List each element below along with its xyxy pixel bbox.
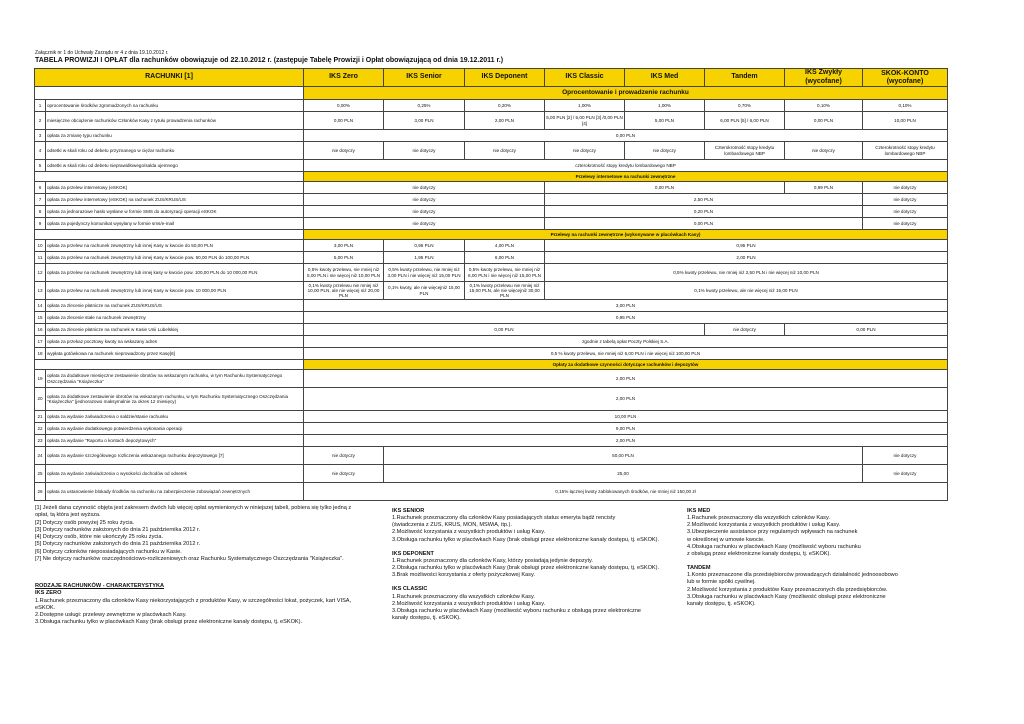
cell-value: 0,99 PLN [785,182,863,194]
cell-value: nie dotyczy [304,142,384,160]
row-number: 12 [35,264,46,282]
table-row [35,100,948,112]
cell-value: 10,00 PLN [304,411,948,423]
account-type-line: 2.Możliwość korzystania z wszystkich produktów i usług Kasy. [392,529,546,536]
cell-value: 6,00 PLN [465,252,545,264]
cell-value: 5,00 PLN [304,252,384,264]
column-header: IKS Classic [545,69,625,87]
cell-value: 4,00 PLN [465,240,545,252]
row-description: opłata za zlecenie płatnicze na rachunek ZUS/KRUS/US [46,300,304,312]
footnote: [3] Dotyczy rachunków założonych do dnia 21 października 2012 r. [35,526,201,533]
account-type-line: 3.Ubezpieczenie assistance przy regularnych wpływach na rachunek [687,529,858,536]
table-row [35,312,948,324]
cell-value: 0,00 PLN [545,218,863,230]
row-number: 4 [35,142,46,160]
account-type-line: 1.Rachunek przeznaczony dla członków Kasy niekorzystających z produktów Kasy, w szczególności lokat, pożyczek, kart VISA, eSKOK. [35,597,352,611]
account-type-line: 1.Rachunek przeznaczony dla wszystkich członków Kasy. [687,515,830,522]
cell-value: nie dotyczy [384,142,465,160]
row-number: 22 [35,423,46,435]
row-number: 5 [35,160,46,172]
row-number: 2 [35,112,46,130]
cell-value: 0,00 PLN [304,112,384,130]
row-number: 16 [35,324,46,336]
row-number: 14 [35,300,46,312]
table-row [35,182,948,194]
cell-value: 0,1% kwoty przelewu, ale nie więcej niż 15,00 PLN [545,282,948,300]
cell-value: 0,20 PLN [545,206,863,218]
row-description: odsetki w skali roku od debetu nieprawidłowego/salda ujemnego [46,160,304,172]
cell-value: 0,5% kwoty przelewu, nie mniej niż 5,00 PLN i nie więcej niż 10,00 PLN [304,264,384,282]
cell-value: 1,00% [545,100,625,112]
row-description: opłata za wydanie szczegółowego rozliczenia wskazanego rachunku depozytowego [7] [46,447,304,465]
cell-value: 0,25% [384,100,465,112]
cell-value: 2,50 PLN [545,194,863,206]
row-number: 6 [35,182,46,194]
cell-value: 0,00 PLN [545,182,785,194]
table-row [35,142,948,160]
column-header: SKOK-KONTO (wycofane) [863,69,948,87]
row-description: opłata za przelew na rachunek zewnętrzny lub innej Kasy w kwocie pow. 10 000,00 PLN [46,282,304,300]
account-type-title: IKS ZERO [35,590,62,597]
cell-value: 3,00 PLN [304,240,384,252]
account-type-line: 3.Obsługa rachunku w placówkach Kasy (możliwość obsługi przez elektroniczne [687,593,886,600]
account-type-title: TANDEM [687,565,711,572]
row-number: 25 [35,465,46,483]
cell-value: 0,5% kwoty przelewu, nie mniej niż 2,50 PLN i nie więcej niż 10,00 PLN [545,264,948,282]
row-number: 26 [35,483,46,501]
footnote: [2] Dotyczy osób powyżej 25 roku życia. [35,519,135,526]
cell-value: czterokrotność stopy kredytu lombardowego NBP [304,160,948,172]
footnote: [4] Dotyczy osób, które nie ukończyły 25 roku życia. [35,534,164,541]
section-row [35,172,948,182]
table-row [35,423,948,435]
row-number: 1 [35,100,46,112]
table-row [35,411,948,423]
table-row [35,282,948,300]
cell-value: 0,00% [304,100,384,112]
column-header: IKS Deponent [465,69,545,87]
footnote: [5] Dotyczy rachunków założonych do dnia 21 października 2012 r. [35,541,201,548]
cell-value: Czterokrotność stopy kredytu lombardowego NBP [863,142,948,160]
table-row [35,483,948,501]
table-row [35,348,948,360]
section-row [35,87,948,100]
row-description: opłata za jednorazowe hasło wysłane w formie SMS do autoryzacji operacji eSKOK [46,206,304,218]
cell-value: nie dotyczy [304,182,545,194]
cell-value: nie dotyczy [785,142,863,160]
row-description: miesięczne obciążenie rachunków Członków Kasy z tytułu prowadzenia rachunków [46,112,304,130]
cell-value: 5,00 PLN [625,112,705,130]
account-type-title: IKS MED [687,508,711,514]
cell-value: 2,00 PLN [465,112,545,130]
cell-value: 0,00 PLN [785,112,863,130]
cell-value: 0,10% [785,100,863,112]
cell-value: 1,00% [625,100,705,112]
row-description: wypłata gotówkowa na rachunek nieprowadzony przez Kasę[6] [46,348,304,360]
row-number: 8 [35,206,46,218]
table-row [35,300,948,312]
cell-value: 0,00 PLN [304,324,705,336]
cell-value: 0,1% kwoty przelewu nie mniej niż 10,00 PLN, ale nie więcej niż 20,00 PLN [304,282,384,300]
row-description: oprocentowanie środków zgromadzonych na rachunku [46,100,304,112]
row-description: opłata za przelew internetowy (eSKOK) na rachunek ZUS/KRUS/US [46,194,304,206]
account-type-line: 3.Brak możliwości korzystania z oferty pożyczkowej Kasy. [392,572,535,579]
footnote: [6] Dotyczy członków niepossiadających rachunku w Kasie. [35,548,182,555]
cell-value: 9,00 PLN [304,423,948,435]
section-row [35,230,948,240]
cell-value: 0,5% kwoty przelewu, nie mniej niż 6,00 PLN i nie więcej niż 15,00 PLN [465,264,545,282]
row-description: opłata za zmianę typu rachunku [46,130,304,142]
row-description: opłata za wydanie zaświadczenia o wysokości dochodów od odsetek [46,465,304,483]
row-number: 18 [35,348,46,360]
account-type-line: 1.Konto przeznaczone dla przedsiębiorców prowadzących działalność jednoosobowo [687,572,898,579]
footnotes [35,505,355,627]
column-header: IKS Zwykły (wycofane) [785,69,863,87]
cell-value: 0,70% [705,100,785,112]
characteristics-column-middle [392,508,682,629]
section-row [35,360,948,370]
row-number: 3 [35,130,46,142]
cell-value: nie dotyczy [304,218,545,230]
cell-value: nie dotyczy [465,142,545,160]
cell-value: nie dotyczy [304,194,545,206]
table-row [35,252,948,264]
table-row [35,206,948,218]
table-row [35,130,948,142]
cell-value: 0,15% łącznej kwoty zablokowanych środków, nie mniej niż 150,00 zł [304,483,948,501]
cell-value: 0,10% [863,100,948,112]
row-description: opłata za zlecenie płatnicze na rachunek w Kasie Unii Lubelskiej [46,324,304,336]
row-description: opłata za wydanie dodatkowego potwierdzenia wykonania operacji [46,423,304,435]
table-row [35,160,948,172]
account-type-line: 1.Rachunek przeznaczony dla członków Kasy posiadających status emeryta bądź rencisty [392,515,616,522]
table-row [35,370,948,388]
account-type-line: 4.Obsługa rachunku w placówkach Kasy (możliwość wyboru rachunku [687,543,861,550]
cell-value: 2,00 PLN [304,370,948,388]
document-title: TABELA PROWIZJI I OPŁAT dla rachunków obowiązuje od 22.10.2012 r. (zastępuje Tabelę Prowizji i Opłat obowiązującą od dnia 19.12.2011 r.) [35,57,504,64]
table-row [35,240,948,252]
row-description: opłata za wydanie zaświadczenia o saldzie/stanie rachunku [46,411,304,423]
row-description: opłata za zlecenie stałe na rachunek zewnętrzny [46,312,304,324]
row-description: opłata za przelew internetowy (eSKOK) [46,182,304,194]
table-row [35,264,948,282]
footnote: [1] Jeżeli dana czynność objęta jest zakresem dwóch lub więcej opłat wymienionych w niniejszej tabeli, pobiera się tylko jedną z opłat, tą która jest wyższa. [35,505,352,519]
cell-value: nie dotyczy [863,182,948,194]
cell-value: 5,00 PLN [2] / 5,00 PLN [3] /0,00 PLN [4] [545,112,625,130]
cell-value: 0,5 % kwoty przelewu, nie mniej niż 6,00 PLN i nie więcej niż 100,00 PLN [304,348,948,360]
row-number: 23 [35,435,46,447]
row-description: opłata za wydanie "Raportu o kontach depozytowych" [46,435,304,447]
account-type-line: lub w formie spółki cywilnej. [687,579,756,586]
cell-value: 1,95 PLN [384,252,465,264]
annex-note: Załącznik nr 1 do Uchwały Zarządu nr 4 z dnia 19.10.2012 r. [35,50,169,56]
fee-table [34,68,948,501]
account-type-line: 2.Możliwość korzystania z produktów Kasy przeznaczonych dla przedsiębiorców. [687,586,888,593]
column-header: IKS Med [625,69,705,87]
characteristics-column-right [687,508,949,615]
column-header: IKS Senior [384,69,465,87]
row-description: opłata za pojedynczy komunikat wysyłany w formie sms/e-mail [46,218,304,230]
account-type-title: IKS CLASSIC [392,586,428,593]
row-description: opłata za ustanowienie blokady środków na rachunku na zabezpieczenie zobowiązań zewnętrznych [46,483,304,501]
section-title: Przelewy internetowe na rachunki zewnętrzne [304,172,948,182]
cell-value: 0,5% kwoty przelewu, nie mniej niż 3,00 PLN i nie więcej niż 15,00 PLN [384,264,465,282]
column-header: RACHUNKI [1] [35,69,304,87]
row-description: opłata za przelew na rachunek zewnętrzny lub innej Kasy w kwocie do 50,00 PLN [46,240,304,252]
cell-value: nie dotyczy [304,447,384,465]
row-number: 17 [35,336,46,348]
header-row [35,69,948,87]
table-row [35,324,948,336]
cell-value: 0,1% kwoty, ale nie więcejniż 15,00 PLN [384,282,465,300]
row-description: opłata za przelew na rachunek zewnętrzny lub innej Kasy w kwocie pow. 50,00 PLN do 100,00 PLN [46,252,304,264]
column-header: Tandem [705,69,785,87]
cell-value: 6,00 PLN [5] / 6,00 PLN [705,112,785,130]
cell-value: nie dotyczy [863,218,948,230]
table-row [35,435,948,447]
cell-value: 2,00 PLN [304,388,948,411]
cell-value: 2,00 PLN [545,252,948,264]
cell-value: 50,00 PLN [384,447,863,465]
row-description: opłata za przekaz pocztowy kwoty na wskazany adres [46,336,304,348]
account-type-line: w określonej w umowie kwocie. [687,536,765,543]
account-type-line: 2.Dostępne usługi: przelewy zewnętrzne w placówkach Kasy. [35,612,187,619]
cell-value: 0,95 PLN [384,240,465,252]
cell-value: 0,00 PLN [304,130,948,142]
table-row [35,388,948,411]
section-title: Opłaty za dodatkowe czynności dotyczące rachunków i depozytów [304,360,948,370]
account-type-line: 3.Obsługa rachunku w placówkach Kasy (możliwość wyboru rachunku z obsługą przez elektroniczne [392,607,642,614]
account-type-line: z obsługą przez elektroniczne kanały dostępu, tj. eSKOK). [687,550,831,557]
table-row [35,218,948,230]
row-number: 11 [35,252,46,264]
row-description: opłata za dodatkowe miesięczne zestawienie obrotów na wskazanym rachunku, w tym Rachunku Systematycznego Oszczędzania "Książeczka" [46,370,304,388]
cell-value: 3,00 PLN [304,300,948,312]
account-type-line: 2.Możliwość korzystania z wszystkich produktów i usług Kasy. [687,522,841,529]
cell-value: 10,00 PLN [863,112,948,130]
account-type-title: IKS SENIOR [392,508,425,514]
cell-value: nie dotyczy [863,206,948,218]
account-type-line: 3.Obsługa rachunku tylko w placówkach Kasy (brak obsługi przez elektroniczne kanały dostępu, tj. eSKOK). [35,619,303,626]
cell-value: 3,00 PLN [384,112,465,130]
row-number: 20 [35,388,46,411]
cell-value: 25,00 [384,465,863,483]
cell-value: nie dotyczy [304,465,384,483]
cell-value: 2,00 PLN [304,435,948,447]
column-header: IKS Zero [304,69,384,87]
cell-value: nie dotyczy [625,142,705,160]
account-type-line: 1.Rachunek przeznaczony dla wszystkich członków Kasy. [392,593,535,600]
account-type-line: kanały dostępu, tj. eSKOK). [392,615,461,622]
account-type-line: 1.Rachunek przeznaczony dla członków Kasy, którzy posiadają jedynie depozyty. [392,557,593,564]
row-number: 15 [35,312,46,324]
cell-value: nie dotyczy [863,465,948,483]
row-number: 7 [35,194,46,206]
cell-value: 0,00 PLN [785,324,948,336]
row-description: odsetki w skali roku od debetu przyznanego w ciężar rachunku [46,142,304,160]
row-number: 24 [35,447,46,465]
account-type-line: (świadczenia z ZUS, KRUS, MON, MSWiA, itp.). [392,522,512,529]
cell-value: 0,1% kwoty przelewu nie mniej niż 15,00 PLN, ale nie więcejniż 30,00 PLN [465,282,545,300]
cell-value: nie dotyczy [545,142,625,160]
account-type-title: IKS DEPONENT [392,550,434,557]
row-number: 9 [35,218,46,230]
row-number: 13 [35,282,46,300]
section-title: Przelewy na rachunki zewnętrzne (wykonywane w placówkach Kasy) [304,230,948,240]
row-description: opłata za dodatkowe zestawienie obrotów na wskazanym rachunku, w tym Rachunku Systematycznego Oszczędzania "Książeczka" (jednorazowo maksymalnie za okres 12 miesięcy) [46,388,304,411]
account-type-line: kanały dostępu, tj. eSKOK). [687,600,756,607]
characteristics-heading: RODZAJE RACHUNKÓW - CHARAKTERYSTYKA [35,583,165,590]
row-number: 10 [35,240,46,252]
table-row [35,112,948,130]
table-row [35,465,948,483]
cell-value: nie dotyczy [863,447,948,465]
row-description: opłata za przelew na rachunek zewnętrzny lub innej kasy w kwocie pow. 100,00 PLN do 10 000,00 PLN [46,264,304,282]
cell-value: nie dotyczy [863,194,948,206]
row-number: 19 [35,370,46,388]
cell-value: 0,95 PLN [304,312,948,324]
account-type-line: 3.Obsługa rachunku tylko w placówkach Kasy (brak obsługi przez elektroniczne kanały dostępu, tj. eSKOK). [392,536,660,543]
cell-value: 0,95 PLN [545,240,948,252]
section-title: Oprocentowanie i prowadzenie rachunku [304,87,948,100]
cell-value: zgodnie z tabelą opłat Poczty Polskiej S.A. [304,336,948,348]
cell-value: Czterokrotność stopy kredytu lombardowego NBP [705,142,785,160]
footnote: [7] Nie dotyczy rachunków oszczędnościowo-rozliczeniowych oraz Rachunku Systematycznego Oszczędzania "Książeczka". [35,555,344,562]
cell-value: nie dotyczy [304,206,545,218]
account-type-line: 2.Obsługa rachunku tylko w placówkach Kasy (brak obsługi przez elektroniczne kanały dostępu, tj. eSKOK). [392,565,660,572]
table-row [35,447,948,465]
account-type-line: 2.Możliwość korzystania z wszystkich produktów i usług Kasy. [392,600,546,607]
row-number: 21 [35,411,46,423]
cell-value: nie dotyczy [705,324,785,336]
table-row [35,336,948,348]
cell-value: 0,20% [465,100,545,112]
table-row [35,194,948,206]
